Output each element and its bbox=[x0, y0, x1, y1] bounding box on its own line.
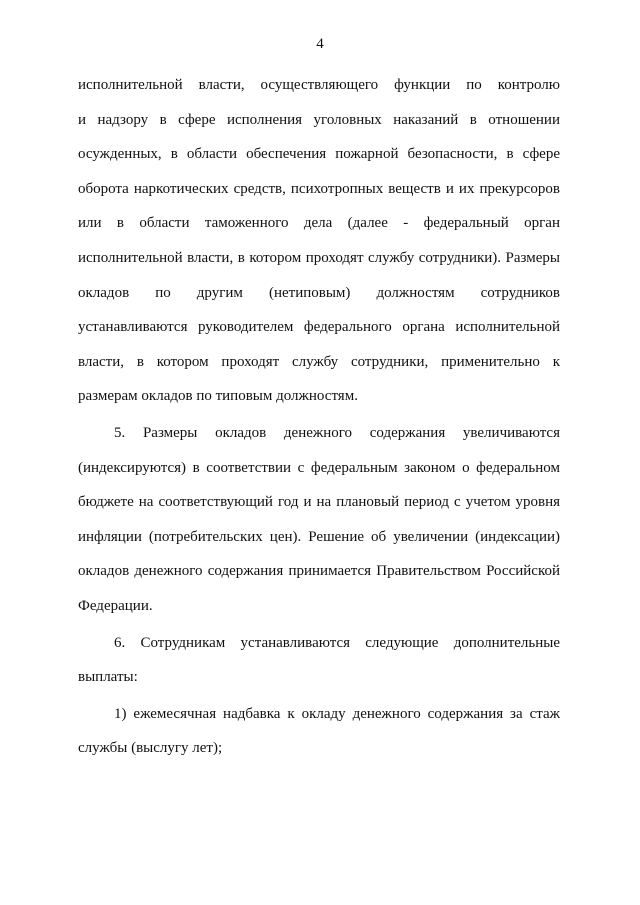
paragraph-item-5 bbox=[78, 416, 560, 624]
text-line: окладов денежного содержания принимается Правительством Российской bbox=[78, 563, 560, 580]
text-line: исполнительной власти, осуществляющего функции по контролю bbox=[78, 77, 560, 93]
text-line: исполнительной власти, в котором проходят службу сотрудники). Размеры bbox=[78, 249, 560, 266]
text-line: оборота наркотических средств, психотропных веществ и их прекурсоров bbox=[78, 180, 560, 197]
text-line: 5. Размеры окладов денежного содержания увеличиваются bbox=[114, 424, 560, 441]
document-body bbox=[78, 68, 560, 766]
text-line: размерам окладов по типовым должностям. bbox=[78, 388, 358, 405]
text-line: выплаты: bbox=[78, 669, 138, 686]
text-line: (индексируются) в соответствии с федеральным законом о федеральном bbox=[78, 459, 560, 476]
text-line: бюджете на соответствующий год и на плановый период с учетом уровня bbox=[78, 494, 560, 511]
text-line: или в области таможенного дела (далее - федеральный орган bbox=[78, 215, 560, 232]
text-line: инфляции (потребительских цен). Решение об увеличении (индексации) bbox=[78, 528, 560, 545]
text-line: осужденных, в области обеспечения пожарной безопасности, в сфере bbox=[78, 146, 560, 163]
text-line: и надзору в сфере исполнения уголовных наказаний в отношении bbox=[78, 111, 560, 128]
paragraph-item-6 bbox=[78, 626, 560, 695]
text-line: окладов по другим (нетиповым) должностям сотрудников bbox=[78, 284, 560, 301]
text-line: службы (выслугу лет); bbox=[78, 740, 223, 757]
paragraph-continuation bbox=[78, 68, 560, 414]
text-line: Федерации. bbox=[78, 597, 153, 614]
text-line: власти, в котором проходят службу сотрудники, применительно к bbox=[78, 353, 560, 370]
text-line: 6. Сотрудникам устанавливаются следующие дополнительные bbox=[114, 634, 560, 651]
paragraph-subitem-1 bbox=[78, 697, 560, 766]
page-number: 4 bbox=[316, 36, 324, 52]
text-line: 1) ежемесячная надбавка к окладу денежного содержания за стаж bbox=[114, 705, 560, 722]
text-line: устанавливаются руководителем федерального органа исполнительной bbox=[78, 319, 560, 336]
